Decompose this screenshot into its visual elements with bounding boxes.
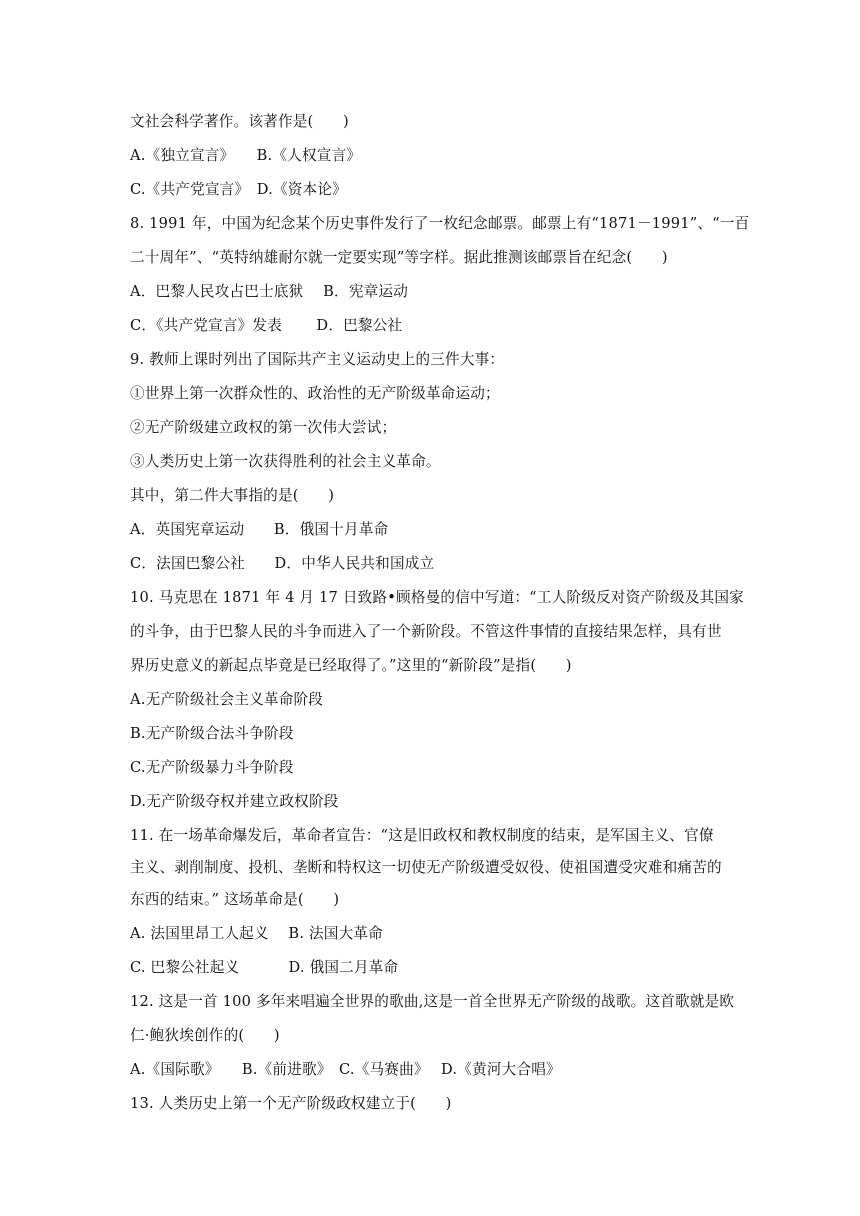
text-line: A．英国宪章运动 B．俄国十月革命	[130, 521, 389, 538]
text-line: 9. 教师上课时列出了国际共产主义运动史上的三件大事：	[130, 351, 505, 368]
text-line: A.无产阶级社会主义革命阶段	[130, 691, 324, 708]
text-line: ②无产阶级建立政权的第一次伟大尝试；	[130, 419, 397, 436]
text-line: A.《独立宣言》 B.《人权宣言》	[130, 147, 362, 164]
text-line: 12. 这是一首 100 多年来唱遍全世界的歌曲,这是一首全世界无产阶级的战歌。这首歌就是欧	[130, 993, 735, 1010]
text-line: A．巴黎人民攻占巴士底狱 B．宪章运动	[130, 283, 408, 300]
text-line: 二十周年”、“英特纳雄耐尔就一定要实现”等字样。据此推测该邮票旨在纪念( )	[130, 249, 668, 266]
text-line: ③人类历史上第一次获得胜利的社会主义革命。	[130, 453, 441, 470]
text-line: 文社会科学著作。该著作是( )	[130, 113, 349, 130]
text-line: B.无产阶级合法斗争阶段	[130, 725, 294, 742]
text-line: ①世界上第一次群众性的、政治性的无产阶级革命运动；	[130, 385, 500, 402]
text-line: 仁·鲍狄埃创作的( )	[130, 1027, 280, 1044]
text-line: 13. 人类历史上第一个无产阶级政权建立于( )	[130, 1095, 452, 1112]
text-line: A. 法国里昂工人起义 B. 法国大革命	[130, 925, 383, 942]
text-line: C.无产阶级暴力斗争阶段	[130, 759, 294, 776]
text-line: C.《共产党宣言》 D.《资本论》	[130, 181, 347, 198]
text-line: 8. 1991 年，中国为纪念某个历史事件发行了一枚纪念邮票。邮票上有“1871－1991”、“一百	[130, 215, 750, 232]
text-line: 界历史意义的新起点毕竟是已经取得了。”这里的“新阶段”是指( )	[130, 657, 572, 674]
text-line: 主义、剥削制度、投机、垄断和特权这一切使无产阶级遭受奴役、使祖国遭受灾难和痛苦的	[130, 859, 722, 876]
text-line: C．《共产党宣言》发表 D．巴黎公社	[130, 317, 403, 334]
text-line: C. 巴黎公社起义 D. 俄国二月革命	[130, 959, 399, 976]
text-line: A.《国际歌》 B.《前进歌》 C.《马赛曲》 D.《黄河大合唱》	[130, 1061, 561, 1078]
text-line: C．法国巴黎公社 D．中华人民共和国成立	[130, 555, 435, 572]
text-line: 其中，第二件大事指的是( )	[130, 487, 335, 504]
text-line: 东西的结束。” 这场革命是( )	[130, 891, 340, 908]
text-line: D.无产阶级夺权并建立政权阶段	[130, 793, 339, 810]
text-line: 10. 马克思在 1871 年 4 月 17 日致路•顾格曼的信中写道：“工人阶级反对资产阶级及其国家	[130, 589, 744, 606]
text-line: 的斗争，由于巴黎人民的斗争而进入了一个新阶段。不管这件事情的直接结果怎样，具有世	[130, 623, 722, 640]
text-line: 11. 在一场革命爆发后，革命者宣告：“这是旧政权和教权制度的结束，是军国主义、官僚	[130, 827, 714, 844]
